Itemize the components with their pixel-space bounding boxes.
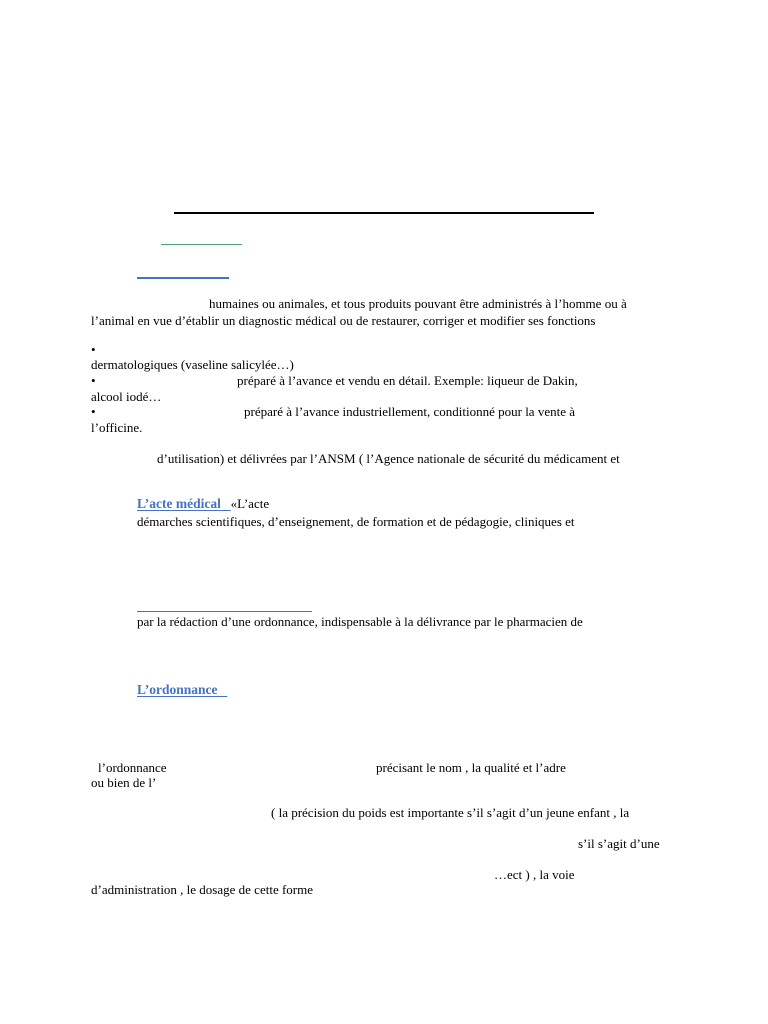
text-line: d’administration , le dosage de cette forme [91,882,314,897]
text-line: l’officine. [91,420,143,435]
text-line: ou bien de l’ [91,775,157,790]
acte-medical-line [137,497,269,511]
bullet: • [91,373,96,388]
ordonnance-heading: L’ordonnance [137,682,218,697]
acte-medical-heading: L’acte médical [137,496,221,511]
text-line: précisant le nom , la qualité et l’adre [376,760,566,775]
text-line: d’utilisation) et délivrées par l’ANSM ( l’Agence nationale de sécurité du médicament et [157,451,620,466]
ordonnance-line [137,683,227,697]
text-line: dermatologiques (vaseline salicylée…) [91,357,294,372]
text-line: par la rédaction d’une ordonnance, indispensable à la délivrance par le pharmacien de [137,614,583,629]
text-line: ( la précision du poids est importante s’il s’agit d’un jeune enfant , la [271,805,630,820]
acte-quote: «L’acte [230,496,270,511]
text-line: …ect ) , la voie [494,867,575,882]
text-line: humaines ou animales, et tous produits pouvant être administrés à l’homme ou à [209,296,627,311]
text-line: préparé à l’avance et vendu en détail. Exemple: liqueur de Dakin, [237,373,578,388]
text-line: l’ordonnance [98,760,167,775]
text-line: l’animal en vue d’établir un diagnostic médical ou de restaurer, corriger et modifier ses fonctions [91,313,596,328]
text-line: préparé à l’avance industriellement, conditionné pour la vente à [244,404,575,419]
bullet: • [91,404,96,419]
bullet: • [91,342,96,357]
title-rule [174,212,594,214]
text-line: alcool iodé… [91,389,162,404]
text-line: s’il s’agit d’une [578,836,660,851]
text-line: démarches scientifiques, d’enseignement, de formation et de pédagogie, cliniques et [137,514,575,529]
blue-heading-rule-2 [137,611,312,612]
blue-heading-rule [137,277,229,279]
green-heading-rule [161,244,242,245]
